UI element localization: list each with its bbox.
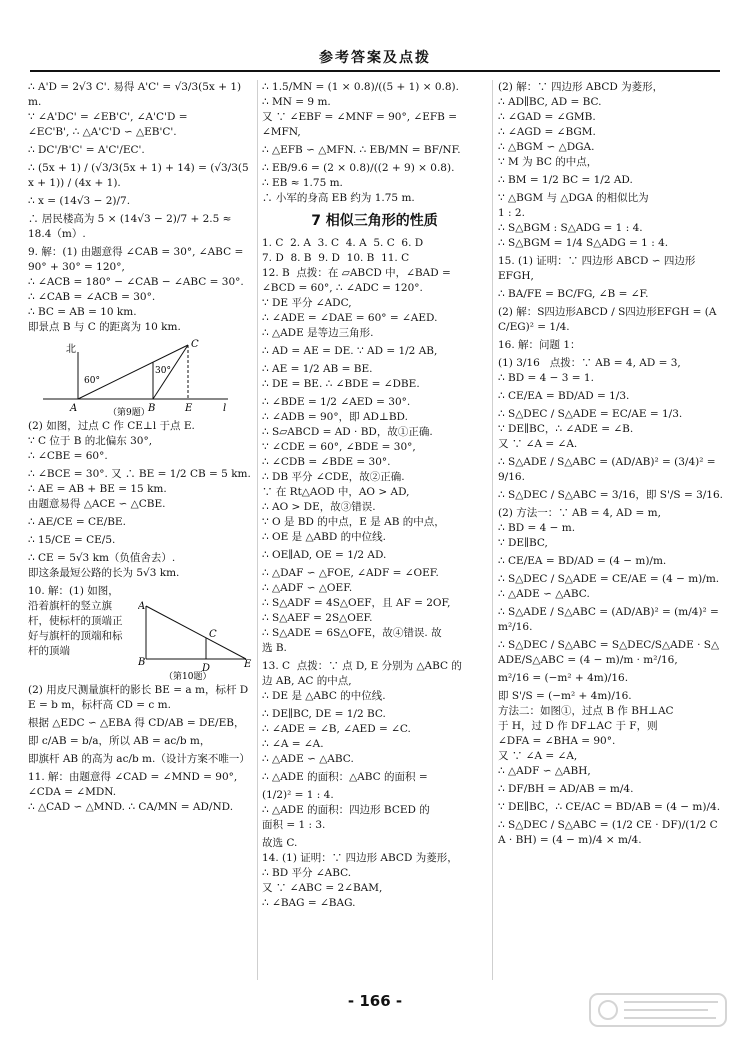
answer-line: ∵ △BGM 与 △DGA 的相似比为 (498, 192, 649, 204)
answer-line: 即这条最短公路的长为 5√3 km. (28, 567, 180, 579)
answer-line: ∵ ∠CDE = 60°, ∠BDE = 30°, (262, 441, 416, 453)
answer-line: ∴ S△DEC / S△ADE = EC/AE = 1/3. (498, 408, 683, 420)
answer-line: ∴ △ADE 的面积：四边形 BCED 的 (262, 804, 430, 816)
right-column (498, 80, 723, 980)
point-label: C (209, 629, 217, 640)
answer-line: ∴ CE = 5√3 km（负值舍去）. (28, 552, 176, 564)
section-title: 7 相似三角形的性质 (311, 213, 438, 229)
answer-line: (2) 用皮尺测量旗杆的影长 BE = a m，标杆 DE = b m，标杆高 CD = c m. (28, 684, 249, 711)
answer-line: ∴ S△ADF = 4S△OEF，且 AF = 2OF, (262, 597, 451, 609)
answer-line: ∴ △EFB ∽ △MFN. ∴ EB/MN = BF/NF. (262, 144, 461, 156)
answer-line: ∴ S△BGM = 1/4 S△ADG = 1 : 4. (498, 237, 669, 249)
answer-line: 即 c/AB = b/a，所以 AB = ac/b m， (28, 735, 211, 747)
point-label: B (148, 403, 156, 414)
answer-line: ∴ CE/EA = BD/AD = 1/3. (498, 390, 630, 402)
answer-line: ∵ M 为 BC 的中点， (498, 156, 598, 168)
answer-line: ∴ BD 平分 ∠ABC. (262, 867, 352, 879)
answer-line: 又 ∵ ∠A = ∠A, (498, 750, 578, 762)
answer-line: 于 H，过 D 作 DF⊥AC 于 F，则 (498, 720, 658, 732)
answer-line: ∴ S△DEC / S△ABC = 3/16，即 S'/S = 3/16. (498, 489, 723, 501)
answer-line: ∴ A'D = 2√3 C'. 易得 A'C' = √3/3(5x + 1) m. (28, 81, 245, 108)
answer-line: ∴ S△ADE / S△ABC = (AD/AB)² = (m/4)² = m²/16. (498, 606, 723, 633)
answer-line: ∴ S△DEC / S△ADE = CE/AE = (4 − m)/m. (498, 573, 720, 585)
answer-line: ∴ x = (14√3 − 2)/7. (28, 195, 131, 207)
answer-line: ∴ (5x + 1) / (√3/3(5x + 1) + 14) = (√3/3(5x + 1)) / (4x + 1). (28, 162, 249, 189)
answer-line: ∠DFA = ∠BHA = 90°. (498, 735, 616, 747)
column-divider (492, 80, 493, 980)
answer-line: ∴ EB/9.6 = (2 × 0.8)/((2 + 9) × 0.8). (262, 162, 455, 174)
answer-line: ∴ CE/EA = BD/AD = (4 − m)/m. (498, 555, 667, 567)
answer-line: 90° + 30° = 120°, (28, 261, 125, 273)
middle-column (262, 80, 487, 980)
page-title: 参考答案及点拨 (319, 50, 431, 66)
column-divider (257, 80, 258, 980)
answer-line: ∴ ∠CBE = 60°. (28, 450, 108, 462)
answer-line: ∴ ∠BDE = 1/2 ∠AED = 30°. (262, 396, 411, 408)
answer-line: ∴ ∠CDB = ∠BDE = 30°. (262, 456, 391, 468)
answer-line: ∴ ∠BAG = ∠BAG. (262, 897, 356, 909)
answer-line: ∴ S△ADE / S△ABC = (AD/AB)² = (3/4)² = 9/16. (498, 456, 719, 483)
figure-10-diagram (138, 601, 253, 681)
answer-line: ∴ AE/CE = CE/BE. (28, 516, 126, 528)
figure-caption: （第10题） (164, 672, 212, 681)
answer-line: ∵ 在 Rt△AOD 中，AO > AD, (262, 486, 410, 498)
answer-line: ∴ DE 是 △ABC 的中位线. (262, 690, 386, 702)
point-label: E (244, 659, 252, 670)
answer-line: 沿着旗杆的竖立旗杆，使标杆的顶端正好与旗杆的顶端和标杆的顶端 (28, 600, 123, 657)
answer-line: ∴ OE 是 △ABD 的中位线. (262, 531, 386, 543)
answer-line: 故选 C. (262, 837, 298, 849)
answer-line: ∴ AE = AB + BE = 15 km. (28, 483, 167, 495)
answer-line: 又 ∵ ∠EBF = ∠MNF = 90°, ∠EFB = (262, 111, 457, 123)
left-column (28, 80, 253, 980)
figure-9-diagram (38, 337, 238, 417)
answer-line: ∴ 居民楼高为 5 × (14√3 − 2)/7 + 2.5 ≈ (28, 213, 232, 225)
answer-line: ∴ △ADE ∽ △ABC. (498, 588, 590, 600)
answer-line: ∴ EB ≈ 1.75 m. (262, 177, 343, 189)
answer-line: ∵ C 位于 B 的北偏东 30°, (28, 435, 153, 447)
answer-line: ∴ MN = 9 m. (262, 96, 331, 108)
point-label: A (138, 601, 146, 612)
answer-line: 13. C 点拨：∵ 点 D, E 分别为 △ABC 的 (262, 660, 462, 672)
answer-line: ∴ S▱ABCD = AD · BD，故①正确. (262, 426, 433, 438)
answer-line: 方法二：如图①，过点 B 作 BH⊥AC (498, 705, 674, 717)
answer-line: 14. (1) 证明：∵ 四边形 ABCD 为菱形， (262, 852, 458, 864)
answer-line: 即景点 B 与 C 的距离为 10 km. (28, 321, 181, 333)
answer-line: ∴ S△BGM : S△ADG = 1 : 4. (498, 222, 643, 234)
answer-line: ∠BCD = 60°, ∴ ∠ADC = 120°. (262, 282, 423, 294)
answer-line: 又 ∵ ∠ABC = 2∠BAM, (262, 882, 383, 894)
answer-line: ∴ △ADF ∽ △ABH, (498, 765, 591, 777)
answer-line: ∴ OE∥AD, OE = 1/2 AD. (262, 549, 387, 561)
point-label: D (202, 663, 211, 674)
north-label: 北 (66, 344, 76, 355)
answer-line: ∴ △ADE ∽ △ABC. (262, 753, 354, 765)
answer-line: ∴ △CAD ∽ △MND. ∴ CA/MN = AD/ND. (28, 801, 234, 813)
answer-line: ∴ BC = AB = 10 km. (28, 306, 137, 318)
answer-line: 16. 解：问题 1： (498, 339, 581, 351)
answer-line: ∵ DE∥BC, (498, 537, 548, 549)
answer-line: ∴ BM = 1/2 BC = 1/2 AD. (498, 174, 633, 186)
answer-line: (2) 如图，过点 C 作 CE⊥l 于点 E. (28, 420, 195, 432)
answer-line: 9. 解：(1) 由题意得 ∠CAB = 30°, ∠ABC = (28, 246, 244, 258)
angle-label: 60° (84, 376, 100, 386)
answer-line: ∴ BA/FE = BC/FG, ∠B = ∠F. (498, 288, 649, 300)
answer-line: ∴ DE = BE. ∴ ∠BDE = ∠DBE. (262, 378, 420, 390)
answer-line: ∴ AO > DE，故③错误. (262, 501, 376, 513)
answer-line: 即旗杆 AB 的高为 ac/b m.（设计方案不唯一） (28, 753, 250, 765)
answer-line: ∵ O 是 BD 的中点，E 是 AB 的中点， (262, 516, 445, 528)
page-header (30, 46, 720, 72)
answer-line: (2) 解：∵ 四边形 ABCD 为菱形， (498, 81, 664, 93)
answer-line: ∴ AE = 1/2 AB = BE. (262, 363, 373, 375)
answer-line: 18.4（m）. (28, 228, 86, 240)
answer-line: ∴ BD = 4 − m. (498, 522, 576, 534)
answer-line: ∴ ∠A = ∠A. (262, 738, 324, 750)
answer-line: 面积 = 1 : 3. (262, 819, 326, 831)
answer-line: ∠EC'B', ∴ △A'C'D ∽ △EB'C'. (28, 126, 177, 138)
answer-line: 11. 解：由题意得 ∠CAD = ∠MND = 90°, (28, 771, 238, 783)
page-number: - 166 - (347, 992, 403, 1010)
answer-line: ∴ BD = 4 − 3 = 1. (498, 372, 594, 384)
answer-line: 由题意易得 △ACE ∽ △CBE. (28, 498, 166, 510)
point-label: C (191, 339, 199, 350)
answer-line: ∴ 小军的身高 EB 约为 1.75 m. (262, 192, 415, 204)
answer-line: ∴ ∠AGD = ∠BGM. (498, 126, 596, 138)
answer-line: ∴ ∠ADE = ∠B, ∠AED = ∠C. (262, 723, 411, 735)
answer-line: 选 B. (262, 642, 287, 654)
answer-line: ∴ S△AEF = 2S△OEF. (262, 612, 373, 624)
answer-line: 1. C 2. A 3. C 4. A 5. C 6. D (262, 237, 424, 249)
answer-line: EFGH, (498, 270, 534, 282)
answer-line: ∵ DE∥BC，∴ CE/AC = BD/AB = (4 − m)/4. (498, 801, 721, 813)
answer-line: ∴ ∠ACB = 180° − ∠CAB − ∠ABC = 30°. (28, 276, 244, 288)
answer-line: ∵ DE 平分 ∠ADC, (262, 297, 352, 309)
answer-line: ∴ DB 平分 ∠CDE，故②正确. (262, 471, 405, 483)
answer-line: ∴ △BGM ∽ △DGA. (498, 141, 595, 153)
answer-line: ∴ ∠BCE = 30°. 又 ∴ BE = 1/2 CB = 5 km. (28, 468, 251, 480)
angle-label: 30° (155, 366, 171, 376)
answer-line: 12. B 点拨：在 ▱ABCD 中，∠BAD = (262, 267, 451, 279)
answer-line: ∴ DF/BH = AD/AB = m/4. (498, 783, 634, 795)
answer-line: (1) 3/16 点拨：∵ AB = 4, AD = 3, (498, 357, 681, 369)
answer-line: (2) 方法一：∵ AB = 4, AD = m, (498, 507, 661, 519)
watermark-logo (588, 990, 728, 1030)
answer-line: ∠MFN, (262, 126, 301, 138)
answer-line: 10. 解：(1) 如图， (28, 585, 119, 597)
answer-line: 15. (1) 证明：∵ 四边形 ABCD ∽ 四边形 (498, 255, 696, 267)
answer-line: 即 S'/S = (−m² + 4m)/16. (498, 690, 632, 702)
answer-line: ∴ △ADE 是等边三角形. (262, 327, 374, 339)
figure-caption: （第9题） (108, 408, 150, 417)
answer-line: ∴ △DAF ∽ △FOE, ∠ADF = ∠OEF. (262, 567, 439, 579)
answer-line: ∴ AD = AE = DE. ∵ AD = 1/2 AB, (262, 345, 438, 357)
answer-line: 根据 △EDC ∽ △EBA 得 CD/AB = DE/EB， (28, 717, 245, 729)
answer-line: 7. D 8. B 9. D 10. B 11. C (262, 252, 410, 264)
answer-line: 边 AB, AC 的中点, (262, 675, 352, 687)
answer-line: ∴ DE∥BC, DE = 1/2 BC. (262, 708, 386, 720)
answer-line: ∴ 15/CE = CE/5. (28, 534, 116, 546)
answer-line: ∴ S△DEC / S△ABC = (1/2 CE · DF)/(1/2 CA · BH) = (4 − m)/4 × m/4. (498, 819, 718, 846)
answer-line: 又 ∵ ∠A = ∠A. (498, 438, 578, 450)
answer-line: ∠CDA = ∠MDN. (28, 786, 117, 798)
answer-line: ∴ ∠CAB = ∠ACB = 30°. (28, 291, 156, 303)
answer-line: (1/2)² = 1 : 4. (262, 789, 334, 801)
answer-line: ∵ ∠A'DC' = ∠EB'C', ∠A'C'D = (28, 111, 188, 123)
point-label: B (138, 657, 146, 668)
answer-line: ∵ DE∥BC，∴ ∠ADE = ∠B. (498, 423, 634, 435)
answer-line: (2) 解：S四边形ABCD / S四边形EFGH = (AC/EG)² = 1/4. (498, 306, 717, 333)
answer-line: ∴ AD∥BC, AD = BC. (498, 96, 602, 108)
answer-line: m²/16 = (−m² + 4m)/16. (498, 672, 629, 684)
answer-line: ∴ △ADF ∽ △OEF. (262, 582, 353, 594)
answer-line: ∴ ∠ADE = ∠DAE = 60° = ∠AED. (262, 312, 438, 324)
point-label: E (185, 403, 193, 414)
answer-line: ∴ △ADE 的面积：△ABC 的面积 = (262, 771, 428, 783)
answer-line: ∴ ∠ADB = 90°，即 AD⊥BD. (262, 411, 408, 423)
point-label: l (223, 403, 227, 414)
answer-line: ∴ ∠GAD = ∠GMB. (498, 111, 596, 123)
answer-line: 1 : 2. (498, 207, 525, 219)
point-label: A (70, 403, 78, 414)
answer-line: ∴ S△DEC / S△ABC = S△DEC/S△ADE · S△ADE/S△ABC = (4 − m)/m · m²/16, (498, 639, 720, 666)
answer-line: ∴ 1.5/MN = (1 × 0.8)/((5 + 1) × 0.8). (262, 81, 459, 93)
answer-line: ∴ S△ADE = 6S△OFE，故④错误. 故 (262, 627, 442, 639)
answer-line: ∴ DC'/B'C' = A'C'/EC'. (28, 144, 145, 156)
